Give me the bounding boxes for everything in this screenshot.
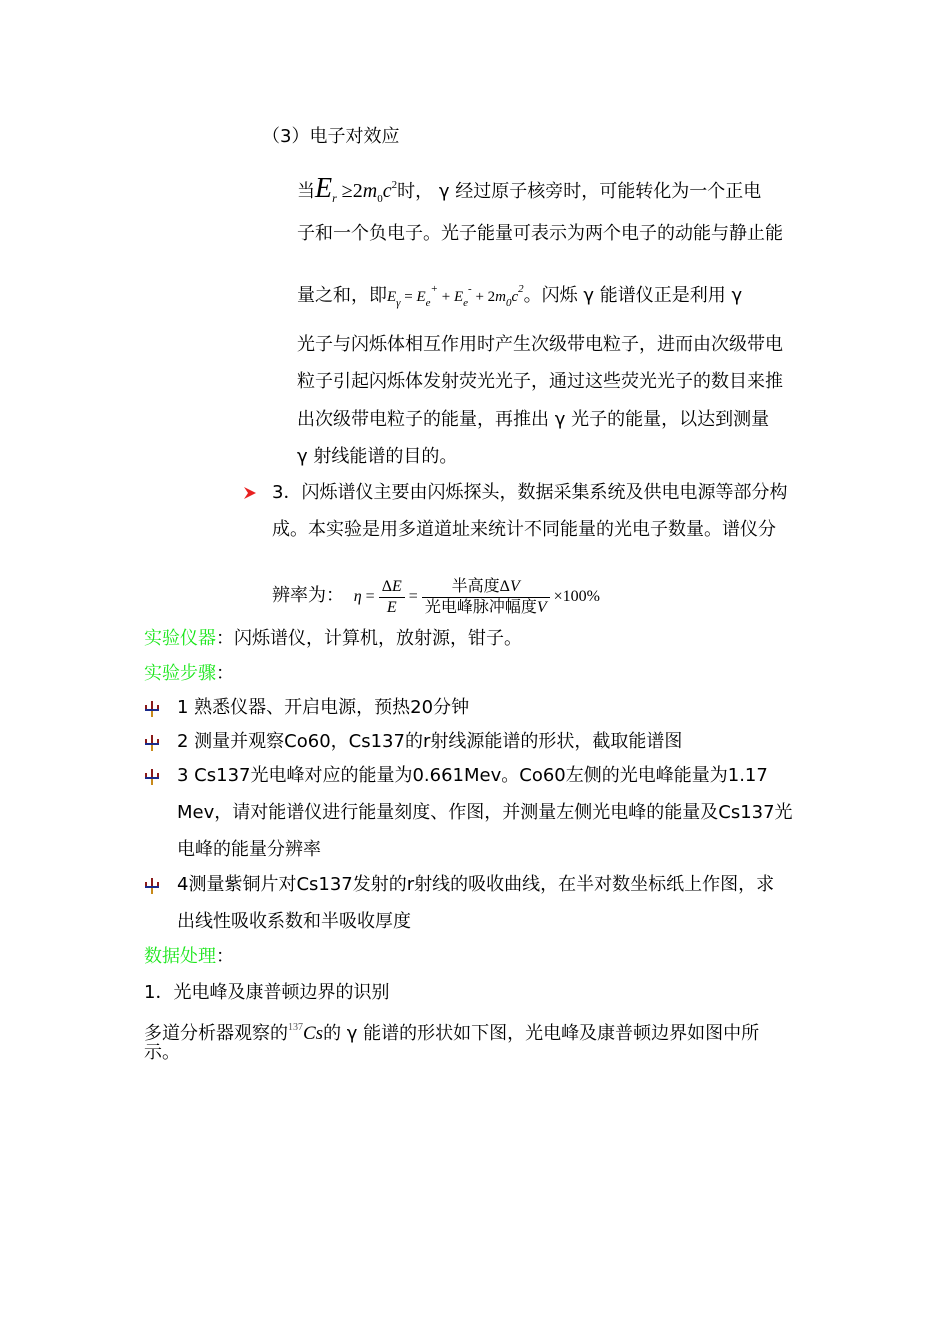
formula-resolution: η = $\frac{\Delta E}{E}$ = $\frac{\text{半高度ΔV}}{\text{光电峰脉冲幅度V}}$ ×100% xyxy=(353,578,600,616)
fork-bullet-icon xyxy=(144,769,160,785)
paragraph-line: 子和一个负电子。光子能量可表示为两个电子的动能与静止能 xyxy=(297,223,783,244)
paragraph-line: 3．闪烁谱仪主要由闪烁探头，数据采集系统及供电电源等部分构 xyxy=(272,482,788,503)
paragraph-line: 辨率为： η = $\frac{\Delta E}{E}$ = $\frac{\text{半高度ΔV}}{\text{光电峰脉冲幅度V}}$ ×100% xyxy=(272,578,600,616)
subheading: 1．光电峰及康普顿边界的识别 xyxy=(144,982,390,1003)
equipment-line: 实验仪器：闪烁谱仪，计算机，放射源，钳子。 xyxy=(144,628,522,649)
section-heading: （3）电子对效应 xyxy=(262,126,400,147)
paragraph-line: 量之和，即$E_\gamma = E_e^+ + E_e^- + 2m_0c^2$。闪烁 γ 能谱仪正是利用 γ xyxy=(297,283,743,309)
paragraph-line: 当$E_r \ge 2m_0c^2$时， γ 经过原子核旁时，可能转化为一个正电 xyxy=(297,173,762,205)
section-label: 实验仪器 xyxy=(144,628,216,649)
step-line: 电峰的能量分辨率 xyxy=(177,839,321,860)
formula-cs137: $^{137}$Cs xyxy=(288,1022,324,1044)
paragraph-line: 粒子引起闪烁体发射荧光光子，通过这些荧光光子的数目来推 xyxy=(297,371,783,392)
step-line: 3 Cs137光电峰对应的能量为0.661Mev。Co60左侧的光电峰能量为1.17 xyxy=(177,765,768,786)
paragraph-line: γ 射线能谱的目的。 xyxy=(297,446,458,467)
step-line: 2 测量并观察Co60，Cs137的r射线源能谱的形状，截取能谱图 xyxy=(177,731,683,752)
step-line: 出线性吸收系数和半吸收厚度 xyxy=(177,911,411,932)
paragraph-line: 多道分析器观察的$^{137}$Cs的 γ 能谱的形状如下图，光电峰及康普顿边界如图中所 xyxy=(144,1022,760,1044)
paragraph-line: 光子与闪烁体相互作用时产生次级带电粒子，进而由次级带电 xyxy=(297,334,783,355)
fork-bullet-icon xyxy=(144,878,160,894)
data-processing-heading: 数据处理： xyxy=(144,946,234,967)
section-label: 实验步骤 xyxy=(144,663,216,684)
fork-bullet-icon xyxy=(144,701,160,717)
paragraph-line: 出次级带电粒子的能量，再推出 γ 光子的能量，以达到测量 xyxy=(297,409,770,430)
fork-bullet-icon xyxy=(144,735,160,751)
arrow-bullet-icon xyxy=(242,485,258,501)
formula-energy-sum: $E_\gamma = E_e^+ + E_e^- + 2m_0c^2$ xyxy=(387,283,524,309)
step-line: 1 熟悉仪器、开启电源，预热20分钟 xyxy=(177,697,470,718)
section-label: 数据处理 xyxy=(144,946,216,967)
step-line: Mev，请对能谱仪进行能量刻度、作图，并测量左侧光电峰的能量及Cs137光 xyxy=(177,802,793,823)
paragraph-line: 示。 xyxy=(144,1042,180,1063)
steps-heading: 实验步骤： xyxy=(144,663,234,684)
paragraph-line: 成。本实验是用多道道址来统计不同能量的光电子数量。谱仪分 xyxy=(272,519,776,540)
step-line: 4测量紫铜片对Cs137发射的r射线的吸收曲线，在半对数坐标纸上作图，求 xyxy=(177,874,775,895)
formula-pair-threshold: $E_r$ xyxy=(315,173,337,205)
